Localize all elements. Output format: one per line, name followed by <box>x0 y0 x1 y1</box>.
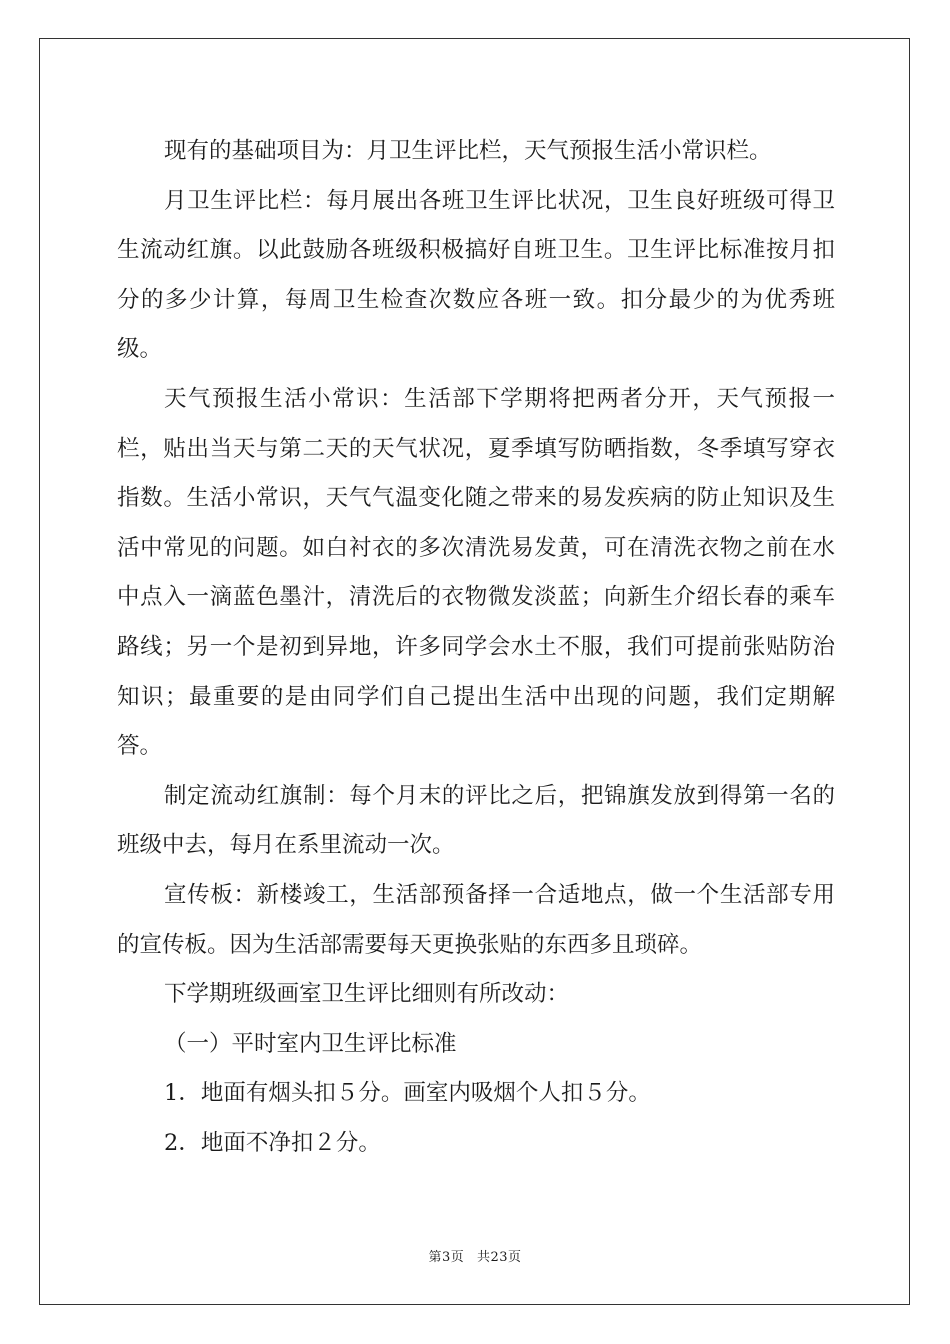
paragraph: 月卫生评比栏：每月展出各班卫生评比状况，卫生良好班级可得卫生流动红旗。以此鼓励各班级积极搞好自班卫生。卫生评比标准按月扣分的多少计算，每周卫生检查次数应各班一致。扣分最少的为优秀班级。 <box>117 187 835 363</box>
section-heading: （一）平时室内卫生评比标准 <box>164 1030 457 1057</box>
paragraph: 下学期班级画室卫生评比细则有所改动： <box>164 981 570 1008</box>
page-footer <box>0 1246 950 1265</box>
list-item: 1．地面有烟头扣５分。画室内吸烟个人扣５分。 <box>164 1080 651 1107</box>
paragraph: 现有的基础项目为：月卫生评比栏，天气预报生活小常识栏。 <box>164 138 772 164</box>
total-pages: 共23页 <box>476 1250 522 1265</box>
list-item: 2．地面不净扣２分。 <box>164 1129 381 1156</box>
document-body <box>117 127 835 1168</box>
paragraph: 宣传板：新楼竣工，生活部预备择一合适地点，做一个生活部专用的宣传板。因为生活部需要每天更换张贴的东西多且琐碎。 <box>117 881 835 958</box>
paragraph: 天气预报生活小常识：生活部下学期将把两者分开，天气预报一栏，贴出当天与第二天的天气状况，夏季填写防晒指数，冬季填写穿衣指数。生活小常识，天气气温变化随之带来的易发疾病的防止知识及生活中常见的问题。如白衬衣的多次清洗易发黄，可在清洗衣物之前在水中点入一滴蓝色墨汁，清洗后的衣物微发淡蓝；向新生介绍长春的乘车路线；另一个是初到异地，许多同学会水土不服，我们可提前张贴防治知识；最重要的是由同学们自己提出生活中出现的问题，我们定期解答。 <box>117 385 835 760</box>
paragraph: 制定流动红旗制：每个月末的评比之后，把锦旗发放到得第一名的班级中去，每月在系里流动一次。 <box>117 782 835 859</box>
page-number: 第3页 <box>428 1250 465 1265</box>
